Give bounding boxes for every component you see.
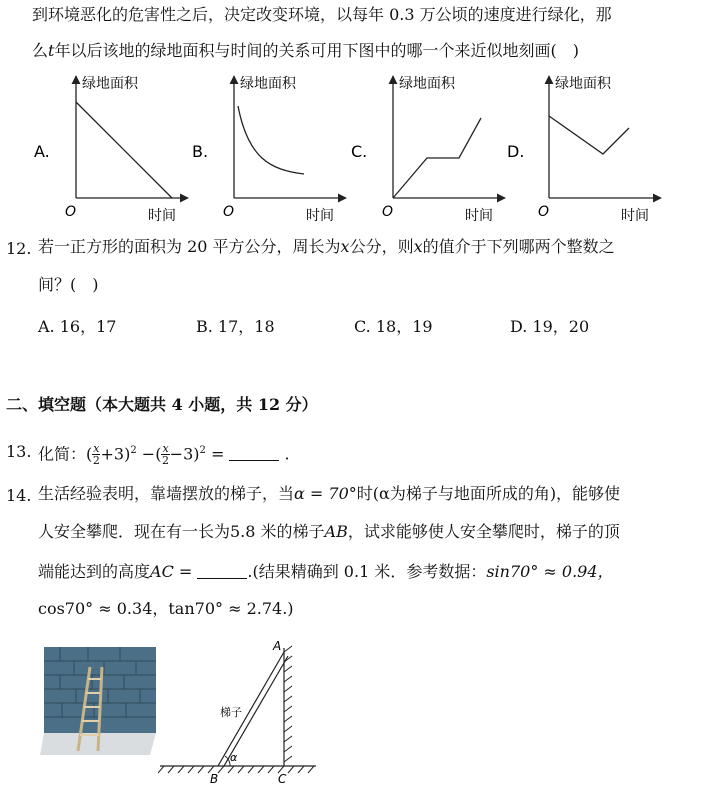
option-c-y-label: 绿地面积	[399, 76, 455, 92]
option-a-graph	[34, 75, 188, 224]
q14-number: 14.	[6, 486, 32, 505]
option-a-curve	[76, 102, 172, 198]
option-c-x-label: 时间	[465, 208, 493, 224]
section-title: 二、填空题（本大题共 4 小题，共 12 分）	[6, 395, 318, 414]
q13-expression: 化简：( $\frac{x}{2}$ +3)$^2$ −( $\frac{x}{2}$ −3)$^2$ = .	[38, 442, 290, 468]
q13-answer-blank[interactable]	[229, 444, 279, 461]
q14-text-line3: 端能达到的高度AC = .(结果精确到 0.1 米．参考数据：sin70° ≈ 0.94，	[38, 562, 614, 581]
ladder-wall-illustration	[40, 645, 160, 765]
option-d-origin: O	[538, 204, 550, 220]
q12-option-a[interactable]: A. 16，17	[38, 317, 117, 336]
q12-number: 12.	[6, 239, 32, 258]
option-c-curve	[393, 118, 481, 198]
q14-text-line2: 人安全攀爬．现在有一长为5.8 米的梯子AB，试求能够使人安全攀爬时，梯子的顶	[38, 522, 620, 541]
option-c-graph	[351, 75, 505, 224]
q12-option-d[interactable]: D. 19，20	[510, 317, 590, 336]
option-b-letter[interactable]: B.	[192, 142, 209, 161]
q14-text-line1: 生活经验表明，靠墙摆放的梯子，当α = 70°时(α为梯子与地面所成的角)，能够使	[38, 484, 621, 503]
option-c-origin: O	[382, 204, 394, 220]
option-b-x-label: 时间	[306, 208, 334, 224]
option-b-graph	[192, 75, 346, 224]
q12-text-line2: 间？( )	[38, 275, 99, 294]
q11-text-line1: 到环境恶化的危害性之后，决定改变环境，以每年 0.3 万公顷的速度进行绿化，那	[32, 5, 612, 24]
option-b-y-label: 绿地面积	[240, 76, 296, 92]
option-a-letter[interactable]: A.	[34, 142, 50, 161]
point-a-label: A	[273, 640, 282, 653]
option-d-graph	[507, 75, 661, 224]
ladder-label: 梯子	[220, 706, 242, 719]
ladder-geometry-diagram	[158, 640, 318, 785]
q13-number: 13.	[6, 442, 32, 461]
option-b-origin: O	[223, 204, 235, 220]
q11-text-line2: 么t年以后该地的绿地面积与时间的关系可用下图中的哪一个来近似地刻画( )	[32, 41, 579, 60]
q14-answer-blank[interactable]	[197, 562, 247, 579]
q12-option-c[interactable]: C. 18，19	[354, 317, 433, 336]
q12-text-line1: 若一正方形的面积为 20 平方公分，周长为x公分，则x的值介于下列哪两个整数之	[38, 237, 615, 256]
q11-option-graphs	[0, 70, 709, 230]
option-b-curve	[238, 106, 304, 174]
q14-text-line4: cos70° ≈ 0.34，tan70° ≈ 2.74.)	[38, 599, 294, 618]
option-c-letter[interactable]: C.	[351, 142, 368, 161]
option-a-origin: O	[65, 204, 77, 220]
option-a-x-label: 时间	[148, 208, 176, 224]
point-c-label: C	[278, 772, 287, 785]
option-d-curve	[549, 116, 629, 154]
angle-alpha-label: α	[230, 751, 238, 764]
option-d-letter[interactable]: D.	[507, 142, 525, 161]
option-d-x-label: 时间	[621, 208, 649, 224]
option-a-y-label: 绿地面积	[82, 76, 138, 92]
point-b-label: B	[210, 772, 219, 785]
option-d-y-label: 绿地面积	[555, 76, 611, 92]
q12-option-b[interactable]: B. 17，18	[196, 317, 275, 336]
